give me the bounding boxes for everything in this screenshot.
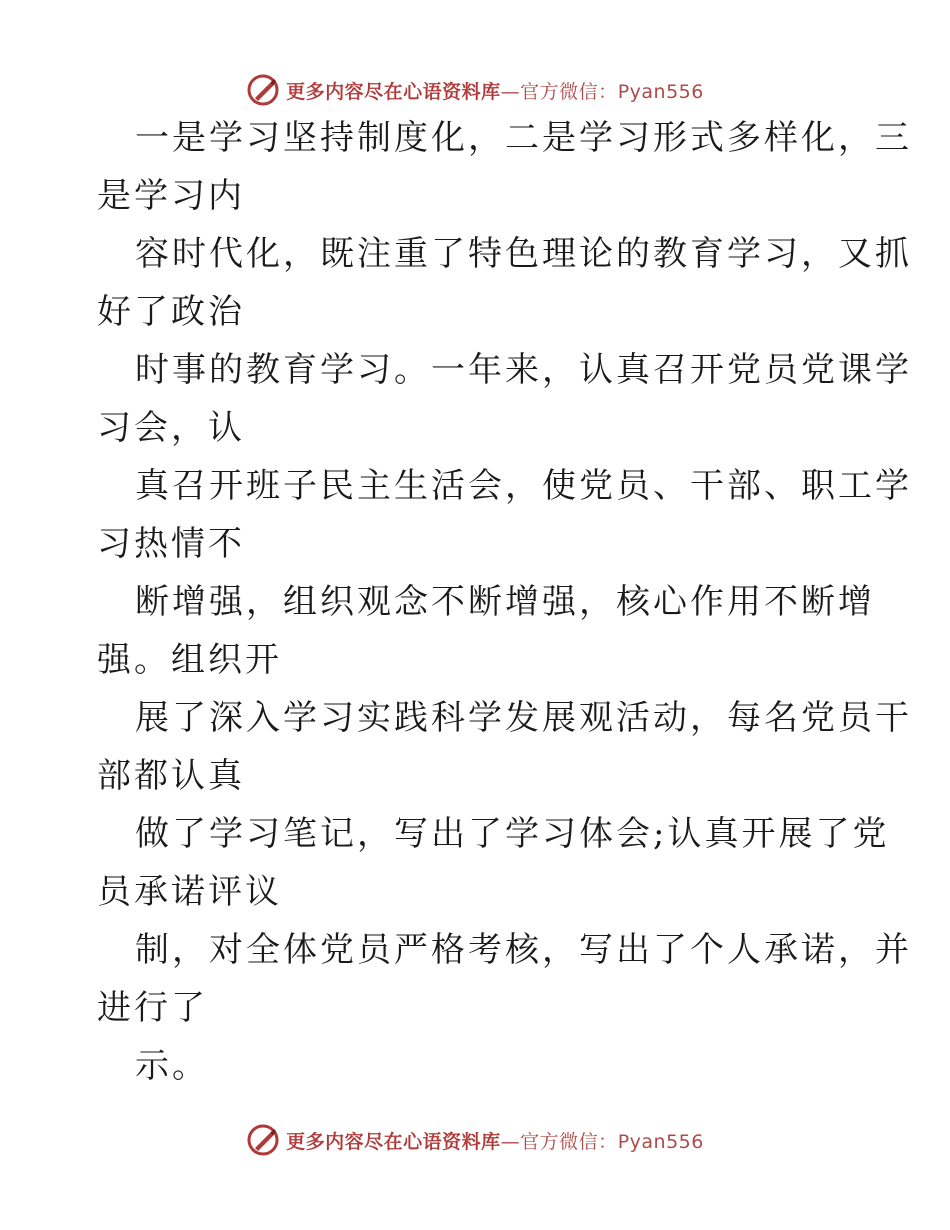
header-banner-content [246,73,704,107]
footer-separator: — [500,1130,521,1153]
footer-wechat-id: Pyan556 [617,1130,704,1153]
header-banner-text [286,77,704,104]
body-line: 示。 [135,1046,209,1086]
body-line: 一是学习坚持制度化，二是学习形式多样化，三 [135,118,912,158]
footer-banner-content [246,1123,704,1157]
body-line: 部都认真 [97,756,245,796]
body-line: 做了学习笔记，写出了学习体会;认真开展了党 [135,814,890,854]
footer-site-text: 更多内容尽在心语资料库 [286,1130,501,1153]
footer-banner-text [286,1127,704,1154]
body-line: 员承诺评议 [97,872,282,912]
header-separator: — [500,80,521,103]
pen-logo-icon [246,73,280,107]
body-line: 制，对全体党员严格考核，写出了个人承诺，并 [135,930,912,970]
header-banner [0,70,950,110]
pen-logo-icon [246,1123,280,1157]
body-line: 真召开班子民主生活会，使党员、干部、职工学 [135,466,912,506]
body-line: 好了政治 [97,292,245,332]
body-line: 断增强，组织观念不断增强，核心作用不断增 [135,582,875,622]
header-official-text: 官方微信： [520,80,618,103]
body-line: 是学习内 [97,176,245,216]
header-wechat-id: Pyan556 [617,80,704,103]
body-line: 容时代化，既注重了特色理论的教育学习，又抓 [135,234,912,274]
body-line: 进行了 [97,988,208,1028]
body-line: 习热情不 [97,524,245,564]
body-line: 展了深入学习实践科学发展观活动，每名党员干 [135,698,912,738]
footer-banner [0,1120,950,1160]
body-line: 习会，认 [97,408,245,448]
footer-official-text: 官方微信： [520,1130,618,1153]
header-site-text: 更多内容尽在心语资料库 [286,80,501,103]
body-line: 强。组织开 [97,640,282,680]
body-line: 时事的教育学习。一年来，认真召开党员党课学 [135,350,912,390]
